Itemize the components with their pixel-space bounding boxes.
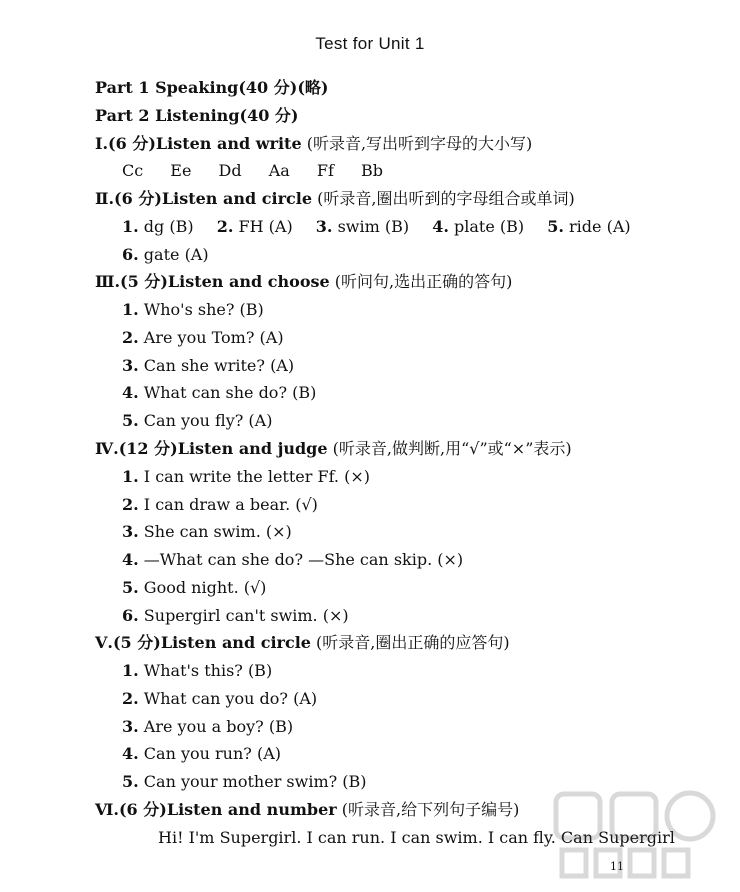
section-4-note: (听录音,做判断,用“√”或“×”表示) xyxy=(332,439,572,458)
list-item: 1. What's this? (B) xyxy=(122,661,273,680)
section-6-passage: Hi! I'm Supergirl. I can run. I can swim. I can fly. Can Supergirl xyxy=(158,828,675,847)
answer-item: 1. dg (B) xyxy=(122,217,194,236)
section-4-heading xyxy=(95,439,572,459)
section-6-heading xyxy=(95,800,519,820)
section-2-heading xyxy=(95,189,575,209)
list-item: 3. Are you a boy? (B) xyxy=(122,717,294,736)
section-5-heading xyxy=(95,633,510,653)
section-4-label: Ⅳ.(12 分)Listen and judge xyxy=(95,439,328,458)
section-6-note: (听录音,给下列句子编号) xyxy=(341,800,520,819)
letter-pair: Ff xyxy=(316,161,334,180)
answer-item: 3. swim (B) xyxy=(315,217,410,236)
section-3-note: (听问句,选出正确的答句) xyxy=(334,272,513,291)
answer-item: 5. ride (A) xyxy=(547,217,631,236)
section-3-heading xyxy=(95,272,512,292)
answer-item: 2. FH (A) xyxy=(216,217,293,236)
section-1-label: Ⅰ.(6 分)Listen and write xyxy=(95,134,302,153)
letter-pair: Dd xyxy=(218,161,242,180)
section-1-heading xyxy=(95,134,532,154)
list-item: 4. Can you run? (A) xyxy=(122,744,281,763)
letter-pair: Bb xyxy=(361,161,384,180)
list-item: 5. Good night. (√) xyxy=(122,578,267,597)
section-1-letters xyxy=(122,161,405,181)
list-item: 3. Can she write? (A) xyxy=(122,356,295,375)
section-2-note: (听录音,圈出听到的字母组合或单词) xyxy=(317,189,575,208)
section-5-label: Ⅴ.(5 分)Listen and circle xyxy=(95,633,311,652)
list-item: 5. Can you fly? (A) xyxy=(122,411,273,430)
letter-pair: Cc xyxy=(122,161,144,180)
list-item: 1. Who's she? (B) xyxy=(122,300,264,319)
page-number: 11 xyxy=(610,860,624,873)
list-item: 6. Supergirl can't swim. (×) xyxy=(122,606,349,625)
list-item: 2. What can you do? (A) xyxy=(122,689,318,708)
part1-heading: Part 1 Speaking(40 分)(略) xyxy=(95,78,329,97)
page-title: Test for Unit 1 xyxy=(315,34,425,53)
section-2-row-1 xyxy=(122,217,649,237)
letter-pair: Ee xyxy=(170,161,192,180)
answer-item: 4. plate (B) xyxy=(432,217,525,236)
list-item: 5. Can your mother swim? (B) xyxy=(122,772,367,791)
section-3-label: Ⅲ.(5 分)Listen and choose xyxy=(95,272,330,291)
list-item: 4. What can she do? (B) xyxy=(122,383,317,402)
list-item: 1. I can write the letter Ff. (×) xyxy=(122,467,370,486)
section-5-note: (听录音,圈出正确的应答句) xyxy=(316,633,510,652)
section-2-label: Ⅱ.(6 分)Listen and circle xyxy=(95,189,313,208)
watermark-logo-icon xyxy=(548,788,728,888)
list-item: 2. Are you Tom? (A) xyxy=(122,328,284,347)
list-item: 2. I can draw a bear. (√) xyxy=(122,495,318,514)
part2-heading: Part 2 Listening(40 分) xyxy=(95,106,299,125)
letter-pair: Aa xyxy=(268,161,290,180)
section-2-row-2: 6. gate (A) xyxy=(122,245,209,264)
list-item: 4. —What can she do? —She can skip. (×) xyxy=(122,550,464,569)
list-item: 3. She can swim. (×) xyxy=(122,522,292,541)
section-1-note: (听录音,写出听到字母的大小写) xyxy=(306,134,533,153)
section-6-label: Ⅵ.(6 分)Listen and number xyxy=(95,800,337,819)
